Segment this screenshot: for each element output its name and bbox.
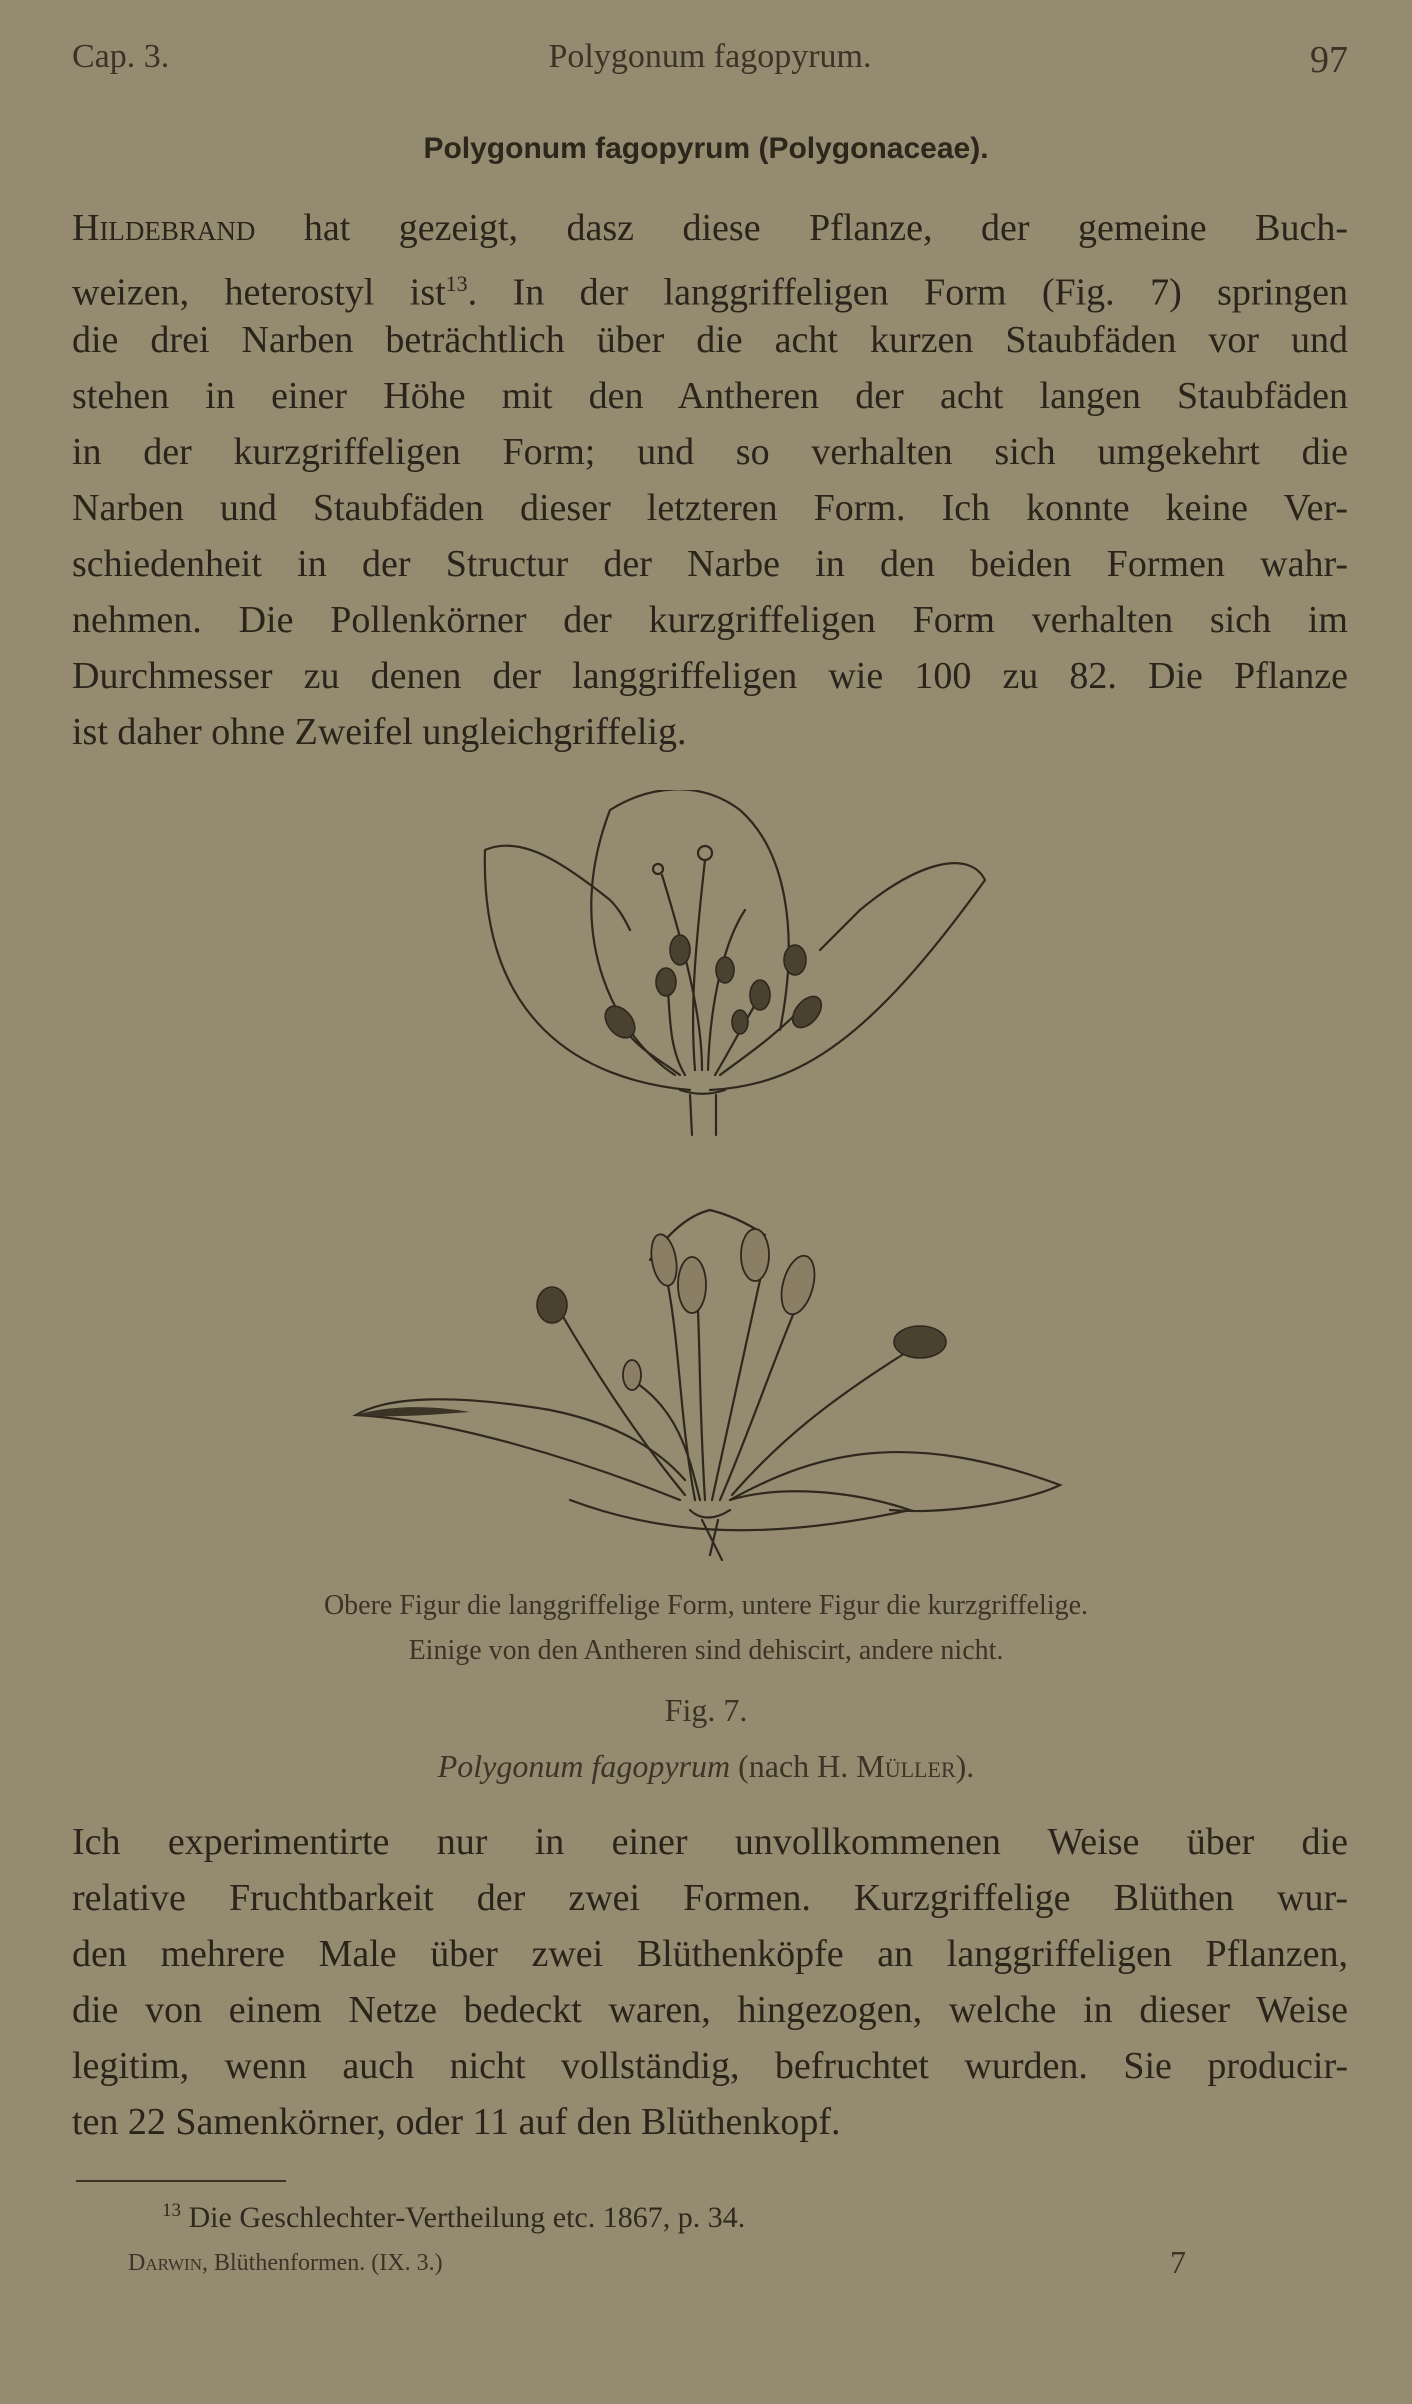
text-line: die drei Narben beträchtlich über die acht kurzen Staubfäden vor und bbox=[72, 319, 1348, 361]
style-right bbox=[732, 1350, 910, 1495]
text-line: Durchmesser zu denen der langgriffeligen wie 100 zu 82. Die Pflanze bbox=[72, 655, 1348, 697]
short-styled-flower-drawing bbox=[350, 1200, 1070, 1570]
text-line: den mehrere Male über zwei Blüthenköpfe an langgriffeligen Pflanzen, bbox=[72, 1933, 1348, 1975]
anther bbox=[776, 1252, 821, 1318]
petal-front bbox=[570, 1491, 910, 1530]
paragraph-2 bbox=[72, 1814, 1348, 2150]
stigma-2 bbox=[653, 864, 663, 874]
figure-label: Fig. 7. bbox=[664, 1692, 748, 1728]
filament-2 bbox=[698, 1310, 705, 1500]
anther bbox=[716, 957, 734, 983]
text-line: relative Fruchtbarkeit der zwei Formen. Kurzgriffelige Blüthen wur- bbox=[72, 1877, 1348, 1919]
anther bbox=[787, 991, 827, 1033]
section-title: Polygonum fagopyrum (Polygonaceae). bbox=[423, 132, 989, 165]
long-styled-flower-drawing bbox=[440, 790, 1020, 1140]
figure-title: Polygonum fagopyrum (nach H. Müller). bbox=[437, 1748, 975, 1784]
anther bbox=[784, 945, 806, 975]
filament-left-2 bbox=[668, 990, 685, 1075]
chapter-label: Cap. 3. bbox=[72, 38, 170, 75]
stigma-left bbox=[537, 1287, 567, 1323]
style-1 bbox=[693, 860, 705, 1070]
running-head bbox=[72, 38, 1348, 88]
anther bbox=[648, 1232, 681, 1287]
anther bbox=[670, 935, 690, 965]
footnote-ref: 13 bbox=[445, 271, 468, 296]
anther bbox=[750, 980, 770, 1010]
figure-title-author: Müller bbox=[856, 1748, 956, 1784]
sheet-number: 7 bbox=[1170, 2244, 1186, 2280]
style-left bbox=[562, 1315, 685, 1495]
text-line: weizen, heterostyl ist$^{13}$. In der langgriffeligen Form (Fig. 7) springen bbox=[72, 271, 1348, 314]
page-number: 97 bbox=[1310, 39, 1348, 81]
filament-4 bbox=[720, 1310, 795, 1500]
text-line: ten 22 Samenkörner, oder 11 auf den Blüthenkopf. bbox=[72, 2101, 841, 2143]
anther bbox=[678, 1257, 706, 1313]
anther bbox=[623, 1360, 641, 1390]
footnote: $^{13}$ Die Geschlechter-Vertheilung etc. 1867, p. 34. bbox=[162, 2200, 746, 2234]
anther bbox=[656, 968, 676, 996]
receptacle bbox=[680, 1090, 725, 1135]
text-line: schiedenheit in der Structur der Narbe in den beiden Formen wahr- bbox=[72, 543, 1348, 585]
footnote-rule bbox=[76, 2180, 286, 2182]
filament-3 bbox=[712, 1280, 760, 1500]
author-name: Hildebrand bbox=[72, 207, 256, 249]
text-line: in der kurzgriffeligen Form; und so verhalten sich umgekehrt die bbox=[72, 431, 1348, 473]
text-line: Hildebrand hat gezeigt, dasz diese Pflanze, der gemeine Buch- bbox=[72, 207, 1348, 249]
petal-right bbox=[710, 863, 985, 1090]
running-title: Polygonum fagopyrum. bbox=[548, 38, 872, 75]
text-line: Ich experimentirte nur in einer unvollkommenen Weise über die bbox=[72, 1821, 1348, 1863]
text-line: die von einem Netze bedeckt waren, hingezogen, welche in dieser Weise bbox=[72, 1989, 1348, 2031]
signature-author: Darwin bbox=[128, 2250, 202, 2276]
text-line: legitim, wenn auch nicht vollständig, befruchtet wurden. Sie producir- bbox=[72, 2045, 1348, 2087]
petal-right bbox=[730, 1452, 1060, 1511]
text-line: nehmen. Die Pollenkörner der kurzgriffeligen Form verhalten sich im bbox=[72, 599, 1348, 641]
stigma-1 bbox=[698, 846, 712, 860]
text-line: ist daher ohne Zweifel ungleichgriffelig. bbox=[72, 711, 687, 753]
petal-left bbox=[485, 846, 690, 1090]
figure-caption-line-2: Einige von den Antheren sind dehiscirt, andere nicht. bbox=[408, 1635, 1004, 1666]
anther bbox=[741, 1229, 769, 1281]
receptacle bbox=[690, 1510, 730, 1560]
paragraph-1 bbox=[72, 200, 1348, 760]
text-line: stehen in einer Höhe mit den Antheren der acht langen Staubfäden bbox=[72, 375, 1348, 417]
figure-title-species: Polygonum fagopyrum bbox=[437, 1748, 731, 1784]
stigma-right bbox=[894, 1326, 946, 1358]
figure-caption-line-1: Obere Figur die langgriffelige Form, untere Figur die kurzgriffelige. bbox=[323, 1590, 1089, 1621]
text-line: Narben und Staubfäden dieser letzteren Form. Ich konnte keine Ver- bbox=[72, 487, 1348, 529]
style-3 bbox=[708, 910, 745, 1070]
anther bbox=[732, 1010, 748, 1034]
footnote-number: 13 bbox=[162, 2200, 181, 2221]
signature-line: Darwin, Blüthenformen. (IX. 3.) bbox=[128, 2250, 443, 2276]
